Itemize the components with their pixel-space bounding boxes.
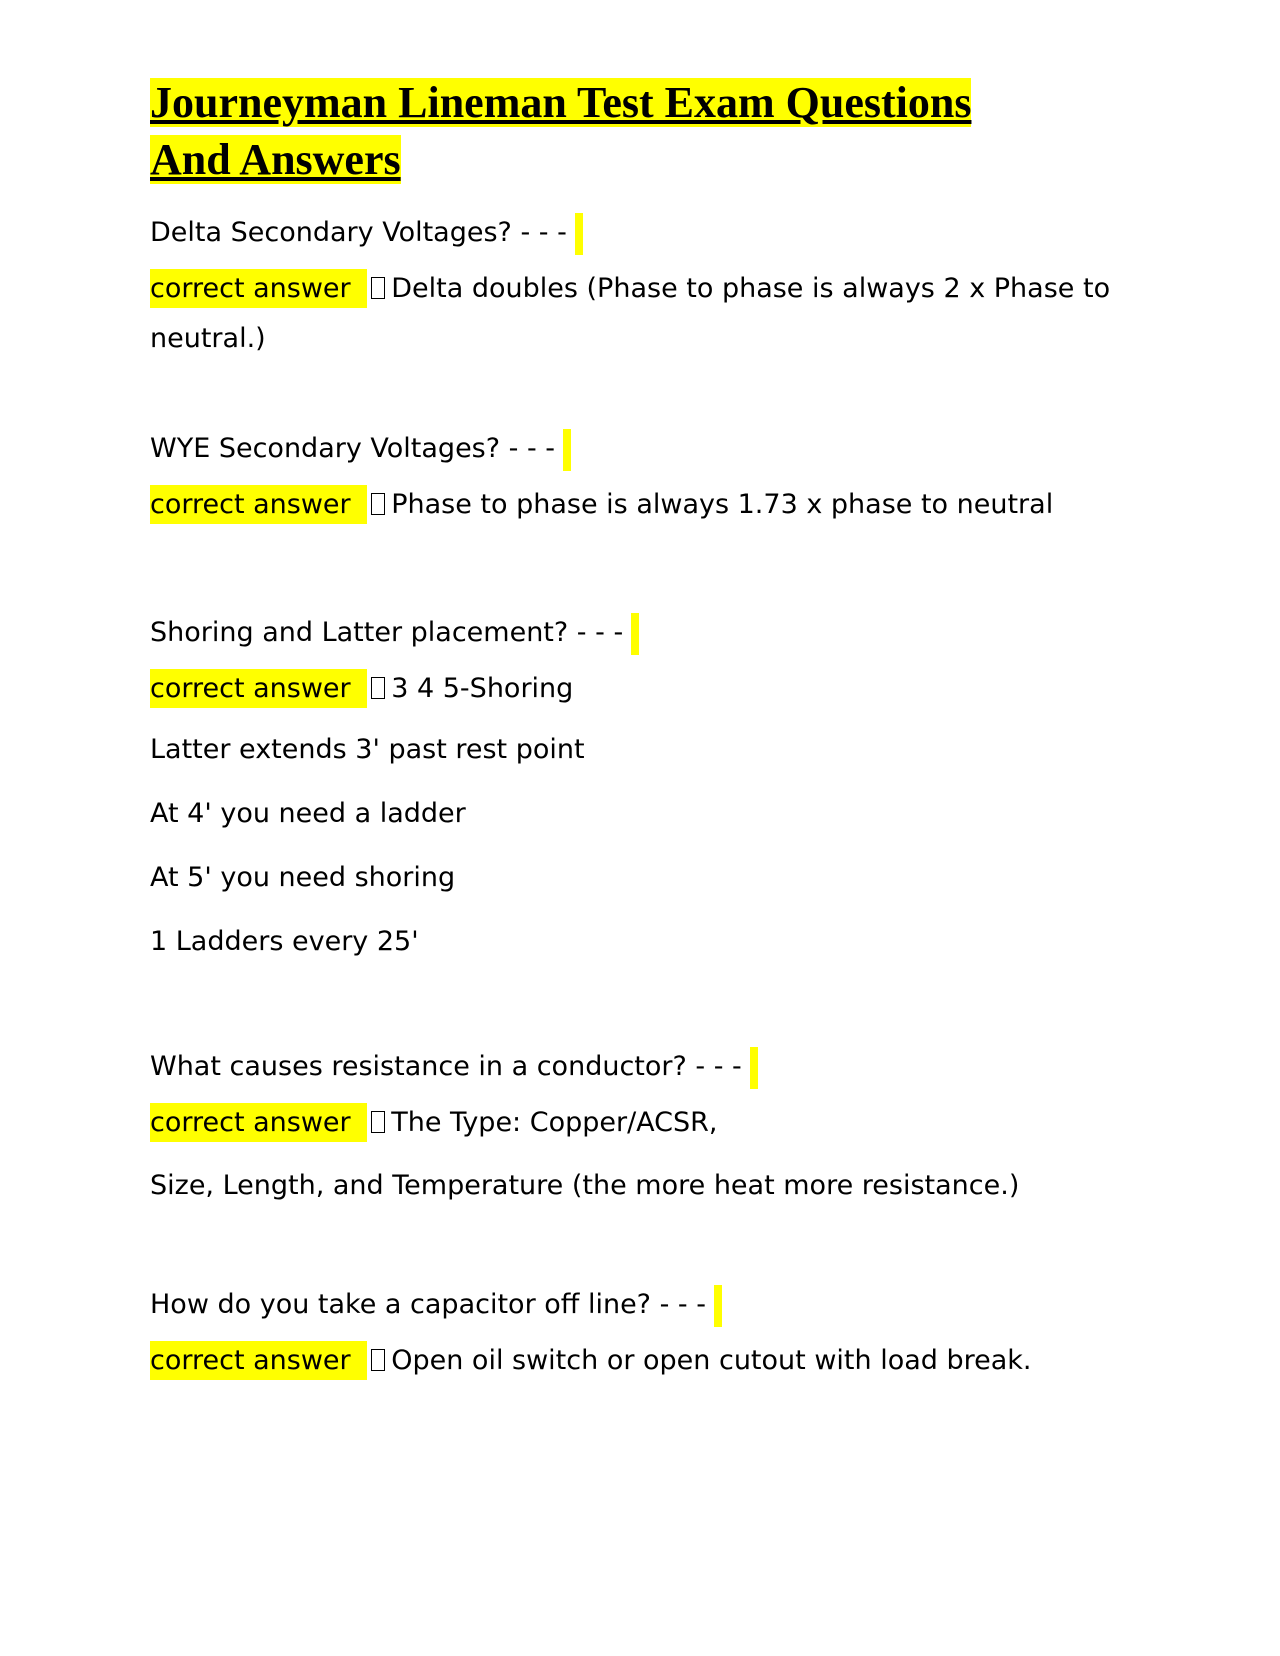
highlight-marker [750,1047,758,1089]
highlight-marker [575,213,583,255]
question: WYE Secondary Voltages? - - - [150,426,1130,472]
correct-answer-label: correct answer [150,485,367,524]
answer-line: Size, Length, and Temperature (the more heat more resistance.) [150,1170,1020,1201]
question: How do you take a capacitor off line? - - - [150,1282,1130,1328]
missing-glyph-icon [371,677,385,699]
correct-answer-label: correct answer [150,1341,367,1380]
highlight-marker [714,1285,722,1327]
answer: correct answer Open oil switch or open cutout with load break. [150,1336,1130,1386]
question: Delta Secondary Voltages? - - - [150,210,1130,256]
correct-answer-label: correct answer [150,1103,367,1142]
answer-line: At 5' you need shoring [150,862,456,893]
qa-item [150,610,1130,964]
correct-answer-label: correct answer [150,269,367,308]
missing-glyph-icon [371,1111,385,1133]
highlight-marker [563,429,571,471]
question: What causes resistance in a conductor? - - - [150,1044,1130,1090]
document-title [150,74,1130,188]
missing-glyph-icon [371,493,385,515]
answer-line: Latter extends 3' past rest point [150,734,585,765]
answer: correct answer The Type: Copper/ACSR, [150,1098,1130,1148]
document-title-line-1: Journeyman Lineman Test Exam Questions [150,78,972,127]
qa-item [150,426,1130,530]
qa-item [150,1044,1130,1208]
correct-answer-label: correct answer [150,669,367,708]
answer: correct answer Phase to phase is always 1.73 x phase to neutral [150,480,1130,530]
qa-item [150,1282,1130,1386]
question: Shoring and Latter placement? - - - [150,610,1130,656]
answer-line: 1 Ladders every 25' [150,926,419,957]
answer: correct answer Delta doubles (Phase to phase is always 2 x Phase to neutral.) [150,264,1130,364]
missing-glyph-icon [371,277,385,299]
document-page [150,74,1130,1386]
answer: correct answer 3 4 5-Shoring [150,664,1130,714]
missing-glyph-icon [371,1349,385,1371]
highlight-marker [631,613,639,655]
qa-item [150,210,1130,364]
document-title-line-2: And Answers [150,135,401,184]
answer-line: At 4' you need a ladder [150,798,466,829]
